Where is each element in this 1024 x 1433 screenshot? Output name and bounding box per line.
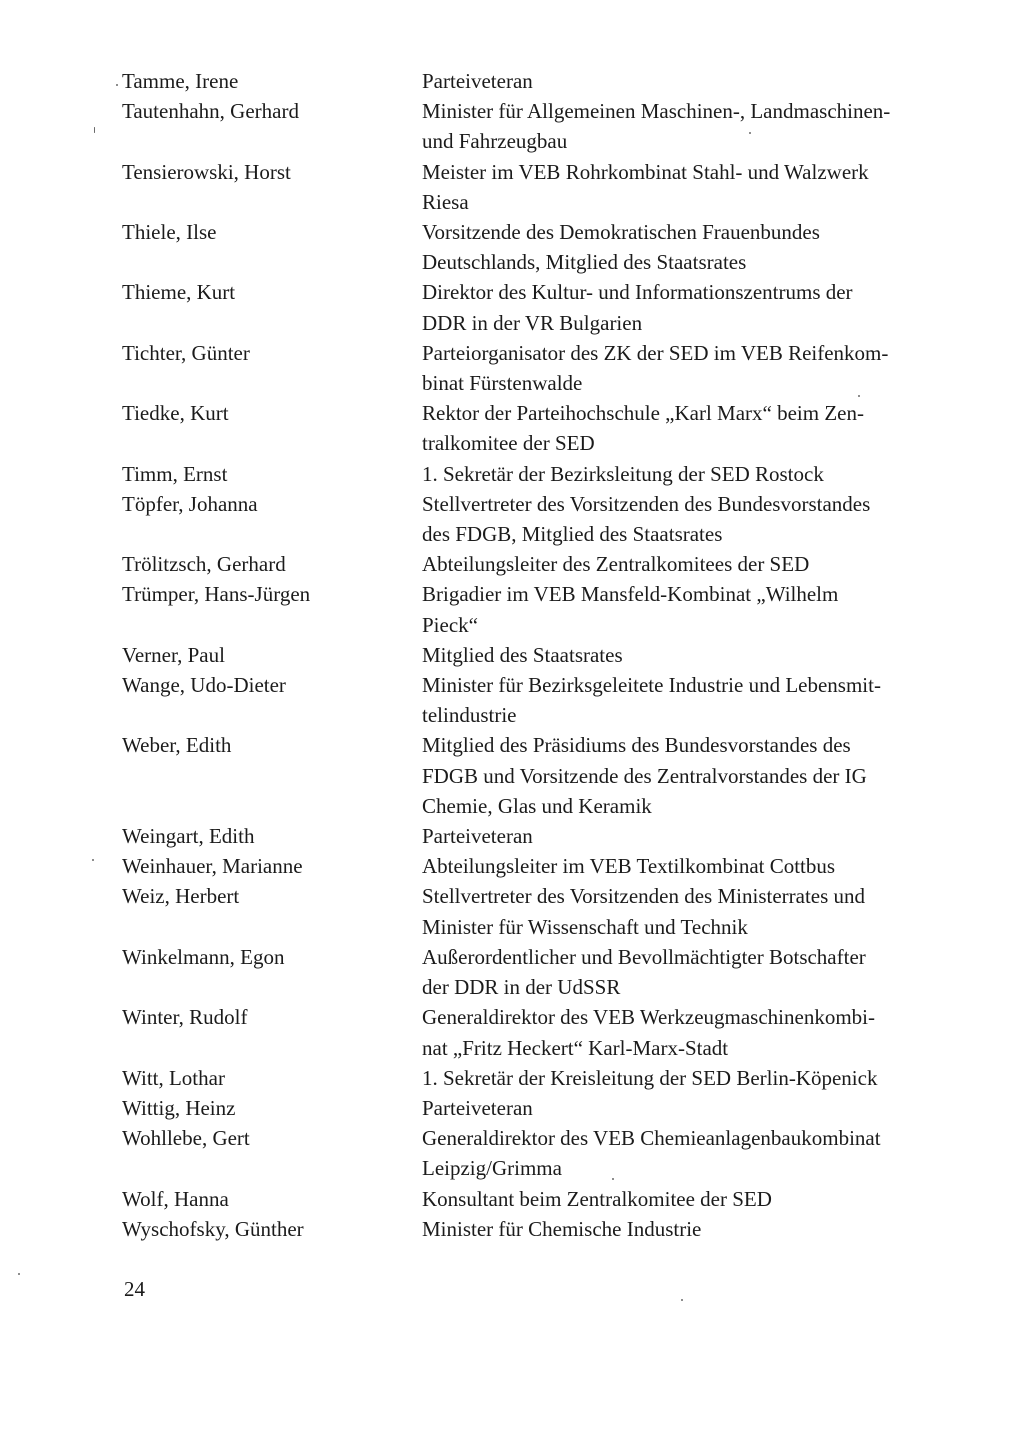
- position-line: Leipzig/Grimma: [422, 1156, 562, 1181]
- scan-speck: [681, 1299, 683, 1301]
- list-item: [122, 96, 972, 156]
- member-name: Tichter, Günter: [122, 340, 250, 365]
- list-item: [122, 821, 972, 851]
- member-position: [422, 398, 962, 458]
- member-name: Weiz, Herbert: [122, 884, 240, 909]
- member-name: Wyschofsky, Günther: [122, 1216, 304, 1241]
- position-line: Minister für Chemische Industrie: [422, 1216, 702, 1241]
- list-item: [122, 489, 972, 549]
- position-line: nat „Fritz Heckert“ Karl-Marx-Stadt: [422, 1035, 729, 1060]
- list-item: [122, 459, 972, 489]
- position-line: Mitglied des Präsidiums des Bundesvorstandes des: [422, 733, 851, 758]
- member-position: [422, 157, 962, 217]
- member-name: Thieme, Kurt: [122, 280, 236, 305]
- member-position: [422, 459, 962, 489]
- member-name: Tautenhahn, Gerhard: [122, 99, 299, 124]
- position-line: Minister für Bezirksgeleitete Industrie und Lebensmit-: [422, 673, 881, 698]
- member-position: [422, 217, 962, 277]
- member-name: Wolf, Hanna: [122, 1186, 229, 1211]
- position-line: Generaldirektor des VEB Werkzeugmaschinenkombi-: [422, 1005, 875, 1030]
- list-item: [122, 942, 972, 1002]
- member-position: [422, 942, 962, 1002]
- position-line: tralkomitee der SED: [422, 431, 595, 456]
- member-name: Wittig, Heinz: [122, 1095, 236, 1120]
- member-position: [422, 489, 962, 549]
- scan-speck: [116, 84, 118, 86]
- list-item: [122, 549, 972, 579]
- position-line: Außerordentlicher und Bevollmächtigter Botschafter: [422, 944, 866, 969]
- member-position: [422, 821, 962, 851]
- position-line: des FDGB, Mitglied des Staatsrates: [422, 522, 723, 547]
- member-name: Tamme, Irene: [122, 69, 239, 93]
- list-item: [122, 640, 972, 670]
- scan-speck: [18, 1273, 20, 1275]
- member-position: [422, 1123, 962, 1183]
- scan-speck: [749, 132, 751, 134]
- list-item: [122, 1123, 972, 1183]
- position-line: Vorsitzende des Demokratischen Frauenbundes: [422, 220, 820, 245]
- list-item: [122, 881, 972, 941]
- list-item: [122, 157, 972, 217]
- position-line: Konsultant beim Zentralkomitee der SED: [422, 1186, 772, 1211]
- position-line: binat Fürstenwalde: [422, 371, 583, 396]
- member-position: [422, 881, 962, 941]
- member-name: Trölitzsch, Gerhard: [122, 552, 286, 577]
- position-line: der DDR in der UdSSR: [422, 975, 621, 1000]
- position-line: Stellvertreter des Vorsitzenden des Bundesvorstandes: [422, 491, 871, 516]
- member-name: Wohllebe, Gert: [122, 1126, 250, 1151]
- list-item: [122, 1063, 972, 1093]
- member-position: [422, 1093, 962, 1123]
- member-name: Töpfer, Johanna: [122, 491, 258, 516]
- position-line: Brigadier im VEB Mansfeld-Kombinat „Wilhelm: [422, 582, 839, 607]
- member-name: Trümper, Hans-Jürgen: [122, 582, 311, 607]
- member-name: Weinhauer, Marianne: [122, 854, 303, 879]
- member-position: [422, 1184, 962, 1214]
- list-item: [122, 217, 972, 277]
- member-name: Tensierowski, Horst: [122, 159, 291, 184]
- page-number: 24: [124, 1277, 145, 1301]
- position-line: Rektor der Parteihochschule „Karl Marx“ beim Zen-: [422, 401, 864, 426]
- position-line: 1. Sekretär der Kreisleitung der SED Berlin-Köpenick: [422, 1065, 878, 1090]
- scan-speck: [94, 127, 95, 133]
- member-name: Verner, Paul: [122, 642, 225, 667]
- member-name: Weingart, Edith: [122, 824, 255, 849]
- member-position: [422, 1214, 962, 1244]
- member-position: [422, 851, 962, 881]
- position-line: 1. Sekretär der Bezirksleitung der SED Rostock: [422, 461, 824, 486]
- member-position: [422, 549, 962, 579]
- position-line: DDR in der VR Bulgarien: [422, 310, 643, 335]
- member-list: [122, 66, 972, 1244]
- position-line: Meister im VEB Rohrkombinat Stahl- und Walzwerk: [422, 159, 869, 184]
- list-item: [122, 1093, 972, 1123]
- list-item: [122, 66, 972, 96]
- position-line: Chemie, Glas und Keramik: [422, 793, 652, 818]
- member-position: [422, 730, 962, 821]
- list-item: [122, 670, 972, 730]
- member-position: [422, 96, 962, 156]
- position-line: Parteiveteran: [422, 69, 533, 93]
- member-position: [422, 66, 962, 96]
- scan-speck: [858, 395, 860, 397]
- list-item: [122, 398, 972, 458]
- list-item: [122, 1002, 972, 1062]
- member-position: [422, 1002, 962, 1062]
- member-name: Thiele, Ilse: [122, 220, 217, 245]
- member-position: [422, 640, 962, 670]
- member-name: Witt, Lothar: [122, 1065, 225, 1090]
- position-line: Parteiorganisator des ZK der SED im VEB Reifenkom-: [422, 340, 889, 365]
- position-line: FDGB und Vorsitzende des Zentralvorstandes der IG: [422, 763, 867, 788]
- member-name: Winter, Rudolf: [122, 1005, 248, 1030]
- list-item: [122, 730, 972, 821]
- position-line: Generaldirektor des VEB Chemieanlagenbaukombinat: [422, 1126, 881, 1151]
- member-position: [422, 338, 962, 398]
- position-line: Stellvertreter des Vorsitzenden des Ministerrates und: [422, 884, 866, 909]
- member-position: [422, 1063, 962, 1093]
- member-name: Winkelmann, Egon: [122, 944, 285, 969]
- position-line: Minister für Allgemeinen Maschinen-, Landmaschinen-: [422, 99, 891, 124]
- member-name: Timm, Ernst: [122, 461, 228, 486]
- position-line: telindustrie: [422, 703, 517, 728]
- position-line: Pieck“: [422, 612, 478, 637]
- member-position: [422, 579, 962, 639]
- position-line: Minister für Wissenschaft und Technik: [422, 914, 748, 939]
- member-name: Weber, Edith: [122, 733, 232, 758]
- member-name: Wange, Udo-Dieter: [122, 673, 286, 698]
- position-line: Parteiveteran: [422, 824, 533, 849]
- list-item: [122, 277, 972, 337]
- member-position: [422, 277, 962, 337]
- member-position: [422, 670, 962, 730]
- position-line: und Fahrzeugbau: [422, 129, 568, 154]
- position-line: Abteilungsleiter des Zentralkomitees der SED: [422, 552, 810, 577]
- member-name: Tiedke, Kurt: [122, 401, 229, 426]
- list-item: [122, 338, 972, 398]
- list-item: [122, 579, 972, 639]
- position-line: Riesa: [422, 189, 469, 214]
- position-line: Direktor des Kultur- und Informationszentrums der: [422, 280, 853, 305]
- position-line: Parteiveteran: [422, 1095, 533, 1120]
- list-item: [122, 851, 972, 881]
- position-line: Mitglied des Staatsrates: [422, 642, 623, 667]
- position-line: Deutschlands, Mitglied des Staatsrates: [422, 250, 747, 275]
- scan-speck: [92, 859, 94, 861]
- list-item: [122, 1184, 972, 1214]
- scan-speck: [612, 1178, 614, 1180]
- position-line: Abteilungsleiter im VEB Textilkombinat Cottbus: [422, 854, 836, 879]
- list-item: [122, 1214, 972, 1244]
